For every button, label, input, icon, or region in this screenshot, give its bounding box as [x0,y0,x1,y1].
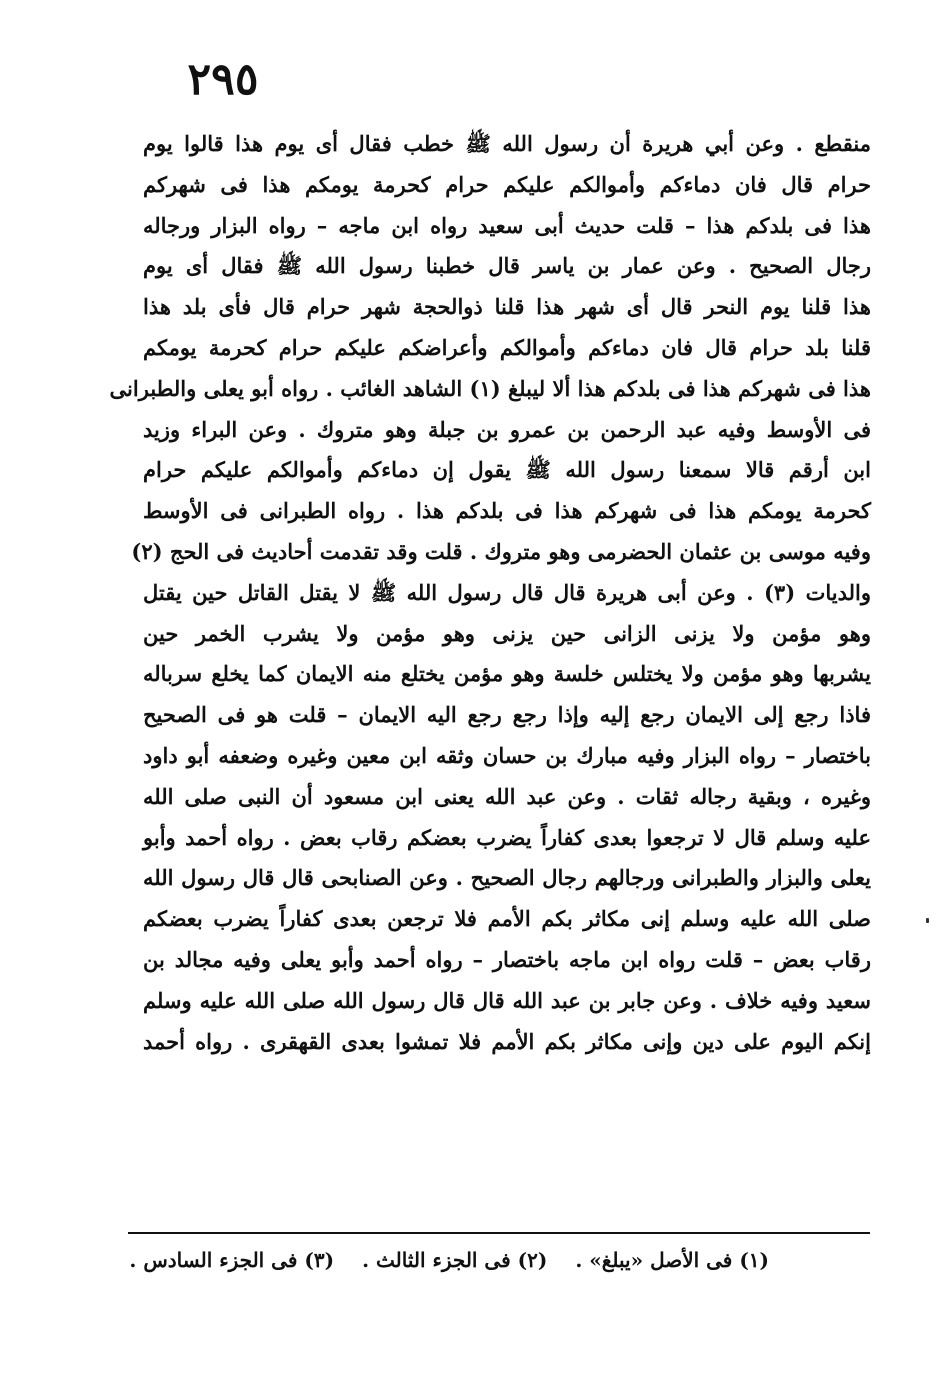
text-line: كحرمة يومكم هذا فى شهركم هذا فى بلدكم هذا . رواه الطبرانى فى الأوسط [143,498,871,524]
text-line: رقاب بعض – قلت رواه ابن ماجه باختصار – رواه أحمد وأبو يعلى وفيه مجالد بن [143,946,871,972]
text-line: وغيره ، وبقية رجاله ثقات . وعن عبد الله يعنى ابن مسعود أن النبى صلى الله [143,783,871,809]
text-line: رجال الصحيح . وعن عمار بن ياسر قال خطبنا رسول الله ﷺ فقال أى يوم [143,253,871,279]
footnote-divider [128,1232,870,1234]
text-line: فى الأوسط وفيه عبد الرحمن بن عمرو بن جبلة وهو متروك . وعن البراء وزيد [143,416,871,442]
text-line: والديات (٣) . وعن أبى هريرة قال قال رسول الله ﷺ لا يقتل القاتل حين يقتل [143,579,871,605]
footnote-2: (٢) فى الجزء الثالث . [362,1248,548,1272]
scan-speck [926,918,929,923]
text-line: ابن أرقم قالا سمعنا رسول الله ﷺ يقول إن دماءكم وأموالكم عليكم حرام [143,457,871,483]
text-line: عليه وسلم قال لا ترجعوا بعدى كفاراً يضرب بعضكم رقاب بعض . رواه أحمد وأبو [143,824,871,850]
page-number: ٢٩٥ [187,54,259,105]
text-line: منقطع . وعن أبي هريرة أن رسول الله ﷺ خطب فقال أى يوم هذا قالوا يوم [143,131,871,156]
text-line: هذا فى شهركم هذا فى بلدكم هذا ألا ليبلغ (١) الشاهد الغائب . رواه أبو يعلى والطبرانى [109,375,871,401]
text-line: فاذا رجع إلى الايمان رجع إليه وإذا رجع رجع اليه الايمان – قلت هو فى الصحيح [143,702,871,728]
text-line: وفيه موسى بن عثمان الحضرمى وهو متروك . قلت وقد تقدمت أحاديث فى الحج (٢) [131,538,871,564]
text-line: هذا قلنا يوم النحر قال أى شهر هذا قلنا ذوالحجة شهر حرام قال فأى بلد هذا [143,294,871,320]
text-line: باختصار – رواه البزار وفيه مبارك بن حسان وثقه ابن معين وغيره وضعفه أبو داود [143,742,871,768]
text-line: صلى الله عليه وسلم إنى مكاثر بكم الأمم فلا ترجعن بعدى كفاراً يضرب بعضكم [143,906,871,932]
text-line: إنكم اليوم على دين وإنى مكاثر بكم الأمم فلا تمشوا بعدى القهقرى . رواه أحمد [143,1028,871,1054]
footnote-1: (١) فى الأصل «يبلغ» . [575,1248,769,1272]
footnotes [129,1240,769,1280]
text-line: حرام قال فان دماءكم وأموالكم عليكم حرام كحرمة يومكم هذا فى شهركم [143,171,872,197]
text-line: وهو مؤمن ولا يزنى الزانى حين يزنى وهو مؤمن ولا يشرب الخمر حين [143,620,871,646]
text-line: هذا فى بلدكم هذا – قلت حديث أبى سعيد رواه ابن ماجه – رواه البزار ورجاله [143,212,871,238]
text-line: سعيد وفيه خلاف . وعن جابر بن عبد الله قال قال رسول الله صلى الله عليه وسلم [143,987,871,1013]
text-line: قلنا بلد حرام قال فان دماءكم وأموالكم وأعراضكم عليكم حرام كحرمة يومكم [143,334,871,360]
main-text [109,124,872,1062]
footnote-3: (٣) فى الجزء السادس . [129,1248,335,1272]
text-line: يعلى والبزار والطبرانى ورجالهم رجال الصحيح . وعن الصنابحى قال قال رسول الله [143,865,871,891]
text-line: يشربها وهو مؤمن ولا يختلس خلسة وهو مؤمن يختلع منه الايمان كما يخلع سرباله [143,661,871,687]
